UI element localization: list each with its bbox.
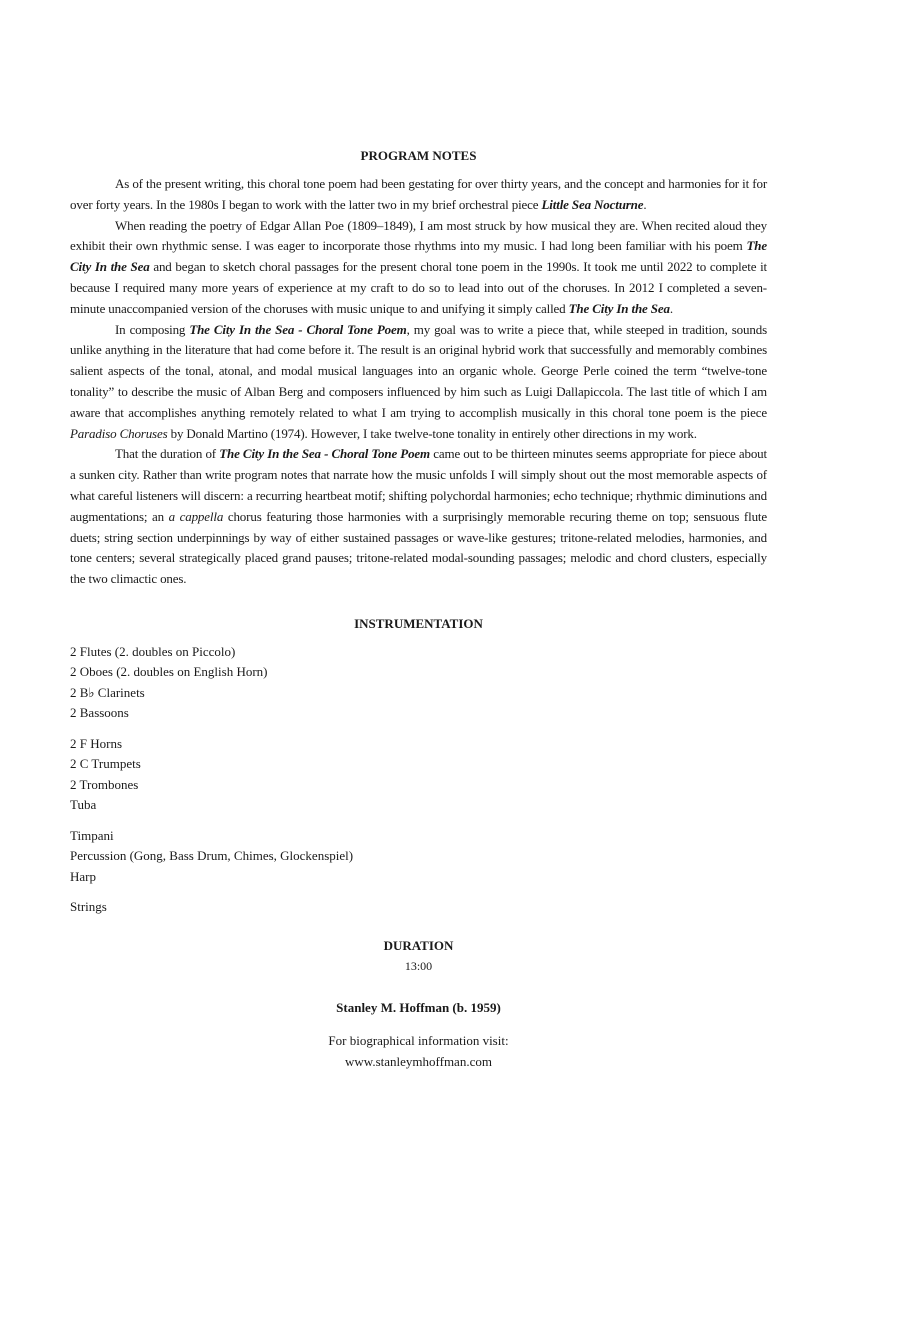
bio-text: For biographical information visit: [328, 1032, 509, 1048]
instrument-item: 2 B♭ Clarinets [70, 684, 145, 700]
percussion-list [70, 826, 767, 888]
text: . [669, 300, 673, 316]
work-title: The City In the Sea - Choral Tone Poem [219, 446, 431, 462]
text: and began to sketch choral passages for the present choral tone poem in the 1990s. It took me until 2022 to complete it because I required many more years of experience at my craft to do so to lead into out of the choruses. In 2012 I completed a seven-minute unaccompanied version of the choruses with music unique to and unifying it simply called [70, 259, 767, 316]
instrument-item: 2 F Horns [70, 735, 123, 751]
text: As of the present writing, this choral tone poem had been gestating for over thirty years, and the concept and harmonies for it for over forty years. In the 1980s I began to work with the latter two in my brief orchestral piece [70, 176, 767, 212]
website-link[interactable]: www.stanleymhoffman.com [345, 1053, 492, 1069]
text: When reading the poetry of Edgar Allan Poe (1809–1849), I am most struck by how musical they are. When recited aloud they exhibit their own rhythmic sense. I was eager to incorporate those rhythms into my music. I had long been familiar with his poem [70, 217, 767, 254]
instrumentation-heading: INSTRUMENTATION [354, 615, 483, 631]
program-notes-paragraph-2 [70, 216, 767, 320]
document-page [70, 146, 767, 1072]
work-title: Paradiso Choruses [70, 425, 168, 441]
woodwinds-list [70, 642, 767, 724]
text: , my goal was to write a piece that, while steeped in tradition, sounds unlike anything in the literature that had come before it. The result is an original hybrid work that successfully and memorably combines salient aspects of the tonal, atonal, and modal musical languages into an organic whole. George Perle coined the term “twelve-tone tonality” to describe the music of Alban Berg and composers influenced by him such as Luigi Dallapiccola. The last title of which I am aware that accomplishes anything remotely related to what I am trying to accomplish musically in this choral tone poem is the piece [70, 321, 767, 420]
italic-term: a cappella [168, 508, 224, 524]
instrument-item: 2 C Trumpets [70, 756, 141, 772]
text: That the duration of [115, 446, 220, 462]
work-title: The City In the Sea [70, 238, 767, 275]
instrument-item: 2 Bassoons [70, 705, 129, 721]
text: chorus featuring those harmonies with a surprisingly memorable recuring theme on top; sensuous flute duets; string section underpinnings by way of either sustained passages or wave-like gestures; tritone-related melodies, harmonies, and tone centers; several strategically placed grand pauses; tritone-related modal-sounding passages; melodic and chord clusters, especially the two climactic ones. [70, 508, 768, 587]
instrument-item: 2 Trombones [70, 776, 139, 792]
duration-section [70, 936, 767, 976]
work-title: Little Sea Nocturne [541, 196, 644, 212]
bio-section [70, 1030, 767, 1072]
program-notes-paragraph-3 [70, 320, 767, 445]
instrument-item: Harp [70, 868, 96, 884]
text: In composing [115, 321, 190, 337]
instrument-item: Percussion (Gong, Bass Drum, Chimes, Glockenspiel) [70, 848, 354, 864]
instrument-item: Strings [70, 899, 107, 915]
instrument-item: 2 Oboes (2. doubles on English Horn) [70, 664, 268, 680]
program-notes-heading: PROGRAM NOTES [360, 148, 477, 163]
program-notes-paragraph-4 [70, 444, 767, 590]
strings-list [70, 897, 767, 918]
text: came out to be thirteen minutes seems appropriate for piece about a sunken city. Rather than write program notes that narrate how the music unfolds I will simply shout out the most memorable aspects of what careful listeners will discern: a recurring heartbeat motif; shifting polychordal harmonies; echo technique; rhythmic diminutions and augmentations; an [70, 446, 767, 524]
brass-list [70, 734, 767, 816]
instrument-item: Timpani [70, 827, 114, 843]
duration-heading: DURATION [383, 937, 454, 953]
program-notes-paragraph-1 [70, 174, 767, 216]
text: by Donald Martino (1974). However, I take twelve-tone tonality in entirely other directions in my work. [167, 425, 697, 441]
instrument-item: 2 Flutes (2. doubles on Piccolo) [70, 643, 236, 659]
instrument-item: Tuba [70, 797, 97, 813]
text: . [643, 196, 647, 212]
work-title: The City In the Sea [568, 300, 670, 316]
composer-name: Stanley M. Hoffman (b. 1959) [336, 999, 501, 1015]
work-title: The City In the Sea - Choral Tone Poem [189, 321, 407, 337]
duration-value: 13:00 [404, 958, 433, 973]
